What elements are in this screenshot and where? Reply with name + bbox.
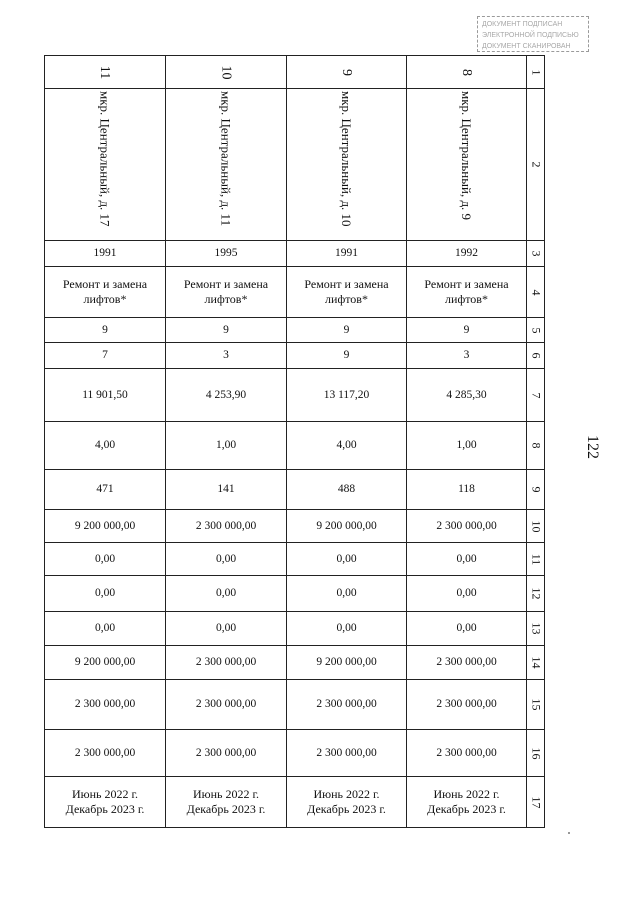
table-row: [45, 777, 545, 828]
table-row: [45, 89, 545, 241]
cost-col-14: 2 300 000,00: [166, 646, 287, 680]
entrances-value: 9: [287, 343, 407, 369]
cost-col-13: 0,00: [45, 612, 166, 646]
scan-speck: [568, 832, 570, 834]
row-number: 5: [529, 327, 543, 333]
cost-col-12: 0,00: [166, 576, 287, 612]
period-start: Июнь 2022 г.: [192, 787, 260, 801]
table-row: [45, 543, 545, 576]
row-number: 9: [529, 486, 543, 493]
work-period: [166, 777, 287, 828]
period-start: Июнь 2022 г.: [71, 787, 139, 801]
area-value: 4 253,90: [166, 369, 287, 422]
cost-col-14: 9 200 000,00: [45, 646, 166, 680]
column-index: 8: [459, 68, 474, 76]
row-number: 13: [529, 622, 543, 635]
cost-col-16: 2 300 000,00: [166, 730, 287, 777]
residents-value: 488: [287, 470, 407, 510]
cost-col-15: 2 300 000,00: [166, 680, 287, 730]
build-year: 1991: [287, 241, 407, 267]
period-end: Декабрь 2023 г.: [427, 802, 506, 816]
entrances-value: 3: [166, 343, 287, 369]
row-number: 6: [529, 352, 543, 359]
cost-col-12: 0,00: [45, 576, 166, 612]
work-type: Ремонт и замена лифтов*: [166, 267, 287, 318]
period-end: Декабрь 2023 г.: [307, 802, 386, 816]
column-index: 10: [218, 65, 234, 79]
work-period: [407, 777, 527, 828]
entrances-value: 7: [45, 343, 166, 369]
residents-value: 471: [45, 470, 166, 510]
period-end: Декабрь 2023 г.: [186, 802, 266, 816]
floors-value: 9: [407, 318, 527, 343]
table-row: [45, 646, 545, 680]
floors-value: 9: [45, 318, 166, 343]
cost-col-11: 0,00: [45, 543, 166, 576]
cost-col-16: 2 300 000,00: [45, 730, 166, 777]
table-row: [45, 680, 545, 730]
table-row: [45, 422, 545, 470]
residents-value: 118: [407, 470, 527, 510]
table-row: [45, 576, 545, 612]
cost-col-13: 0,00: [287, 612, 407, 646]
row-number: 1: [529, 69, 543, 75]
build-year: 1992: [407, 241, 527, 267]
cost-col-12: 0,00: [287, 576, 407, 612]
lifts-value: 4,00: [287, 422, 407, 470]
table-row: [45, 730, 545, 777]
stamp-line: ЭЛЕКТРОННОЙ ПОДПИСЬЮ: [482, 32, 579, 39]
row-number: 7: [529, 392, 543, 398]
total-cost-value: 9 200 000,00: [45, 510, 166, 543]
area-value: 11 901,50: [45, 369, 166, 422]
house-address: мкр. Центральный, д. 11: [218, 91, 234, 227]
cost-col-15: 2 300 000,00: [287, 680, 407, 730]
row-number: 10: [529, 520, 543, 532]
work-type: Ремонт и замена лифтов*: [407, 267, 527, 318]
total-cost-value: 9 200 000,00: [287, 510, 407, 543]
row-number: 11: [529, 553, 543, 565]
work-period: [287, 777, 407, 828]
period-start: Июнь 2022 г.: [433, 787, 500, 801]
row-number: 16: [529, 747, 543, 759]
residents-value: 141: [166, 470, 287, 510]
row-number: 14: [529, 656, 543, 669]
electronic-signature-stamp: [477, 16, 589, 52]
row-number: 15: [529, 698, 543, 711]
lifts-value: 1,00: [407, 422, 527, 470]
table-row: [45, 56, 545, 89]
period-end: Декабрь 2023 г.: [65, 802, 145, 816]
row-number: 3: [529, 250, 543, 257]
cost-col-14: 9 200 000,00: [287, 646, 407, 680]
table-row: [45, 510, 545, 543]
page-number: 122: [584, 435, 601, 459]
house-address: мкр. Центральный, д. 17: [97, 91, 113, 227]
column-index: 11: [97, 65, 113, 79]
house-address: мкр. Центральный, д. 10: [339, 91, 354, 227]
row-number: 8: [529, 442, 543, 449]
column-index: 9: [339, 68, 354, 76]
cost-col-11: 0,00: [407, 543, 527, 576]
work-period: [45, 777, 166, 828]
row-number: 12: [529, 587, 543, 600]
cost-col-15: 2 300 000,00: [45, 680, 166, 730]
lifts-value: 1,00: [166, 422, 287, 470]
period-start: Июнь 2022 г.: [313, 787, 380, 801]
build-year: 1995: [166, 241, 287, 267]
cost-col-12: 0,00: [407, 576, 527, 612]
table-row: [45, 343, 545, 369]
table-row: [45, 318, 545, 343]
work-type: Ремонт и замена лифтов*: [287, 267, 407, 318]
row-number: 4: [529, 289, 543, 295]
floors-value: 9: [287, 318, 407, 343]
house-address: мкр. Центральный, д. 9: [459, 91, 474, 221]
cost-col-11: 0,00: [166, 543, 287, 576]
row-number: 2: [529, 161, 543, 168]
cost-col-11: 0,00: [287, 543, 407, 576]
table-row: [45, 470, 545, 510]
build-year: 1991: [45, 241, 166, 267]
row-number: 17: [529, 796, 543, 808]
area-value: 13 117,20: [287, 369, 407, 422]
cost-col-13: 0,00: [407, 612, 527, 646]
stamp-line: ДОКУМЕНТ ПОДПИСАН: [482, 21, 563, 28]
table-row: [45, 612, 545, 646]
cost-col-15: 2 300 000,00: [407, 680, 527, 730]
stamp-line: ДОКУМЕНТ СКАНИРОВАН: [482, 43, 571, 50]
cost-col-16: 2 300 000,00: [407, 730, 527, 777]
total-cost-value: 2 300 000,00: [166, 510, 287, 543]
lifts-value: 4,00: [45, 422, 166, 470]
area-value: 4 285,30: [407, 369, 527, 422]
cost-col-14: 2 300 000,00: [407, 646, 527, 680]
work-type: Ремонт и замена лифтов*: [45, 267, 166, 318]
entrances-value: 3: [407, 343, 527, 369]
table-row: [45, 369, 545, 422]
table-row: [45, 241, 545, 267]
total-cost-value: 2 300 000,00: [407, 510, 527, 543]
table-row: [45, 267, 545, 318]
floors-value: 9: [166, 318, 287, 343]
cost-col-13: 0,00: [166, 612, 287, 646]
repair-schedule-table: [44, 55, 545, 828]
cost-col-16: 2 300 000,00: [287, 730, 407, 777]
